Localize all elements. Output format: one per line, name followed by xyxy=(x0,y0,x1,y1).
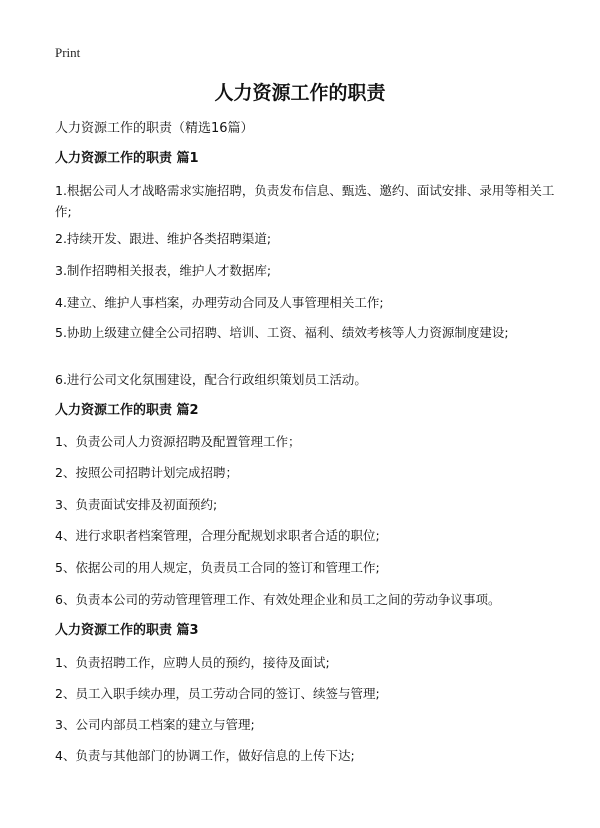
list-item: 6.进行公司文化氛围建设，配合行政组织策划员工活动。 xyxy=(55,372,367,387)
list-item: 4、进行求职者档案管理，合理分配规划求职者合适的职位; xyxy=(55,528,380,543)
list-item: 3、负责面试安排及初面预约; xyxy=(55,497,218,512)
list-item: 4、负责与其他部门的协调工作，做好信息的上传下达; xyxy=(55,748,355,763)
document-intro: 人力资源工作的职责（精选16篇） xyxy=(55,121,254,136)
list-item: 1、负责公司人力资源招聘及配置管理工作； xyxy=(55,434,301,449)
list-item: 3、公司内部员工档案的建立与管理; xyxy=(55,717,255,732)
print-link[interactable]: Print xyxy=(55,45,81,60)
list-item: 2.持续开发、跟进、维护各类招聘渠道; xyxy=(55,231,272,246)
list-item: 6、负责本公司的劳动管理管理工作、有效处理企业和员工之间的劳动争议事项。 xyxy=(55,592,501,607)
list-item: 3.制作招聘相关报表，维护人才数据库; xyxy=(55,263,272,278)
list-item: 5、依据公司的用人规定，负责员工合同的签订和管理工作; xyxy=(55,560,380,575)
list-item: 1、负责招聘工作，应聘人员的预约，接待及面试; xyxy=(55,655,330,670)
section-heading: 人力资源工作的职责 篇1 xyxy=(55,151,199,166)
document-title: 人力资源工作的职责 xyxy=(214,82,386,104)
list-item: 5.协助上级建立健全公司招聘、培训、工资、福利、绩效考核等人力资源制度建设; xyxy=(55,325,509,340)
section-heading: 人力资源工作的职责 篇3 xyxy=(55,623,199,638)
list-item: 4.建立、维护人事档案，办理劳动合同及人事管理相关工作; xyxy=(55,295,384,310)
list-item: 1.根据公司人才战略需求实施招聘，负责发布信息、甄选、邀约、面试安排、录用等相关工作; xyxy=(55,183,555,219)
list-item: 2、员工入职手续办理，员工劳动合同的签订、续签与管理; xyxy=(55,686,380,701)
list-item: 2、按照公司招聘计划完成招聘； xyxy=(55,465,238,480)
section-heading: 人力资源工作的职责 篇2 xyxy=(55,403,199,418)
